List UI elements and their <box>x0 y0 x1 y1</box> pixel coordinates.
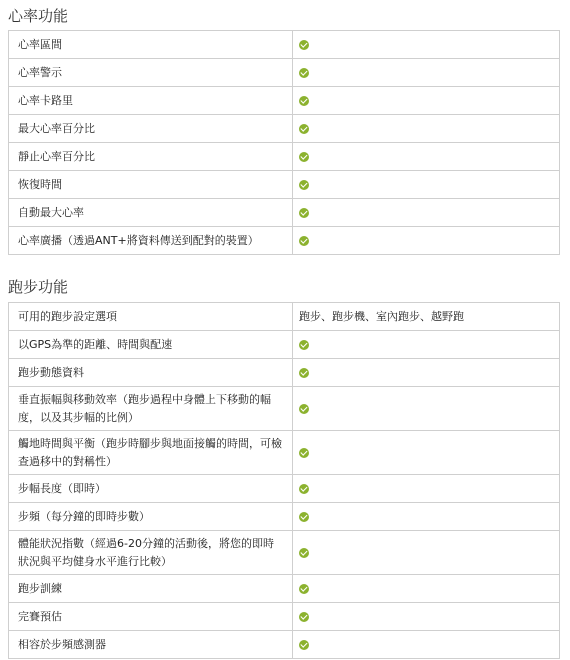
heart-rate-feature-table <box>8 30 560 255</box>
feature-label: 最大心率百分比 <box>9 115 293 143</box>
check-icon <box>299 448 309 458</box>
heart-rate-section-title: 心率功能 <box>8 7 69 25</box>
table-row <box>9 199 560 227</box>
feature-label: 可用的跑步設定選項 <box>9 303 293 331</box>
check-icon <box>299 368 309 378</box>
feature-label: 恢復時間 <box>9 171 293 199</box>
check-icon <box>299 548 309 558</box>
table-row <box>9 475 560 503</box>
table-row <box>9 575 560 603</box>
table-row <box>9 303 560 331</box>
feature-label: 心率卡路里 <box>9 87 293 115</box>
feature-label: 靜止心率百分比 <box>9 143 293 171</box>
table-row <box>9 115 560 143</box>
feature-label: 體能狀況指數（經過6-20分鐘的活動後，將您的即時狀況與平均健身水平進行比較） <box>9 531 293 575</box>
check-icon <box>299 340 309 350</box>
running-section-title: 跑步功能 <box>8 278 69 296</box>
check-icon <box>299 236 309 246</box>
table-row <box>9 143 560 171</box>
check-icon <box>299 484 309 494</box>
feature-label: 相容於步頻感測器 <box>9 631 293 659</box>
table-row <box>9 227 560 255</box>
feature-value: 跑步、跑步機、室內跑步、越野跑 <box>293 303 560 331</box>
check-icon <box>299 152 309 162</box>
running-feature-table <box>8 302 560 659</box>
table-row <box>9 387 560 431</box>
table-row <box>9 631 560 659</box>
table-row <box>9 171 560 199</box>
table-row <box>9 531 560 575</box>
feature-label: 心率區間 <box>9 31 293 59</box>
feature-label: 自動最大心率 <box>9 199 293 227</box>
feature-label: 步幅長度（即時） <box>9 475 293 503</box>
feature-label: 垂直振幅與移動效率（跑步過程中身體上下移動的幅度，以及其步幅的比例） <box>9 387 293 431</box>
check-icon <box>299 404 309 414</box>
table-row <box>9 59 560 87</box>
table-row <box>9 431 560 475</box>
check-icon <box>299 640 309 650</box>
table-row <box>9 331 560 359</box>
check-icon <box>299 612 309 622</box>
check-icon <box>299 124 309 134</box>
check-icon <box>299 68 309 78</box>
feature-label: 跑步動態資料 <box>9 359 293 387</box>
feature-label: 心率廣播（透過ANT+將資料傳送到配對的裝置） <box>9 227 293 255</box>
table-row <box>9 503 560 531</box>
feature-label: 心率警示 <box>9 59 293 87</box>
table-row <box>9 603 560 631</box>
table-row <box>9 359 560 387</box>
check-icon <box>299 40 309 50</box>
feature-label: 完賽預估 <box>9 603 293 631</box>
check-icon <box>299 96 309 106</box>
check-icon <box>299 208 309 218</box>
table-row <box>9 31 560 59</box>
feature-label: 以GPS為準的距離、時間與配速 <box>9 331 293 359</box>
check-icon <box>299 180 309 190</box>
feature-label: 觸地時間與平衡（跑步時腳步與地面接觸的時間，可檢查過移中的對稱性） <box>9 431 293 475</box>
check-icon <box>299 512 309 522</box>
feature-label: 步頻（每分鐘的即時步數） <box>9 503 293 531</box>
check-icon <box>299 584 309 594</box>
table-row <box>9 87 560 115</box>
feature-label: 跑步訓練 <box>9 575 293 603</box>
